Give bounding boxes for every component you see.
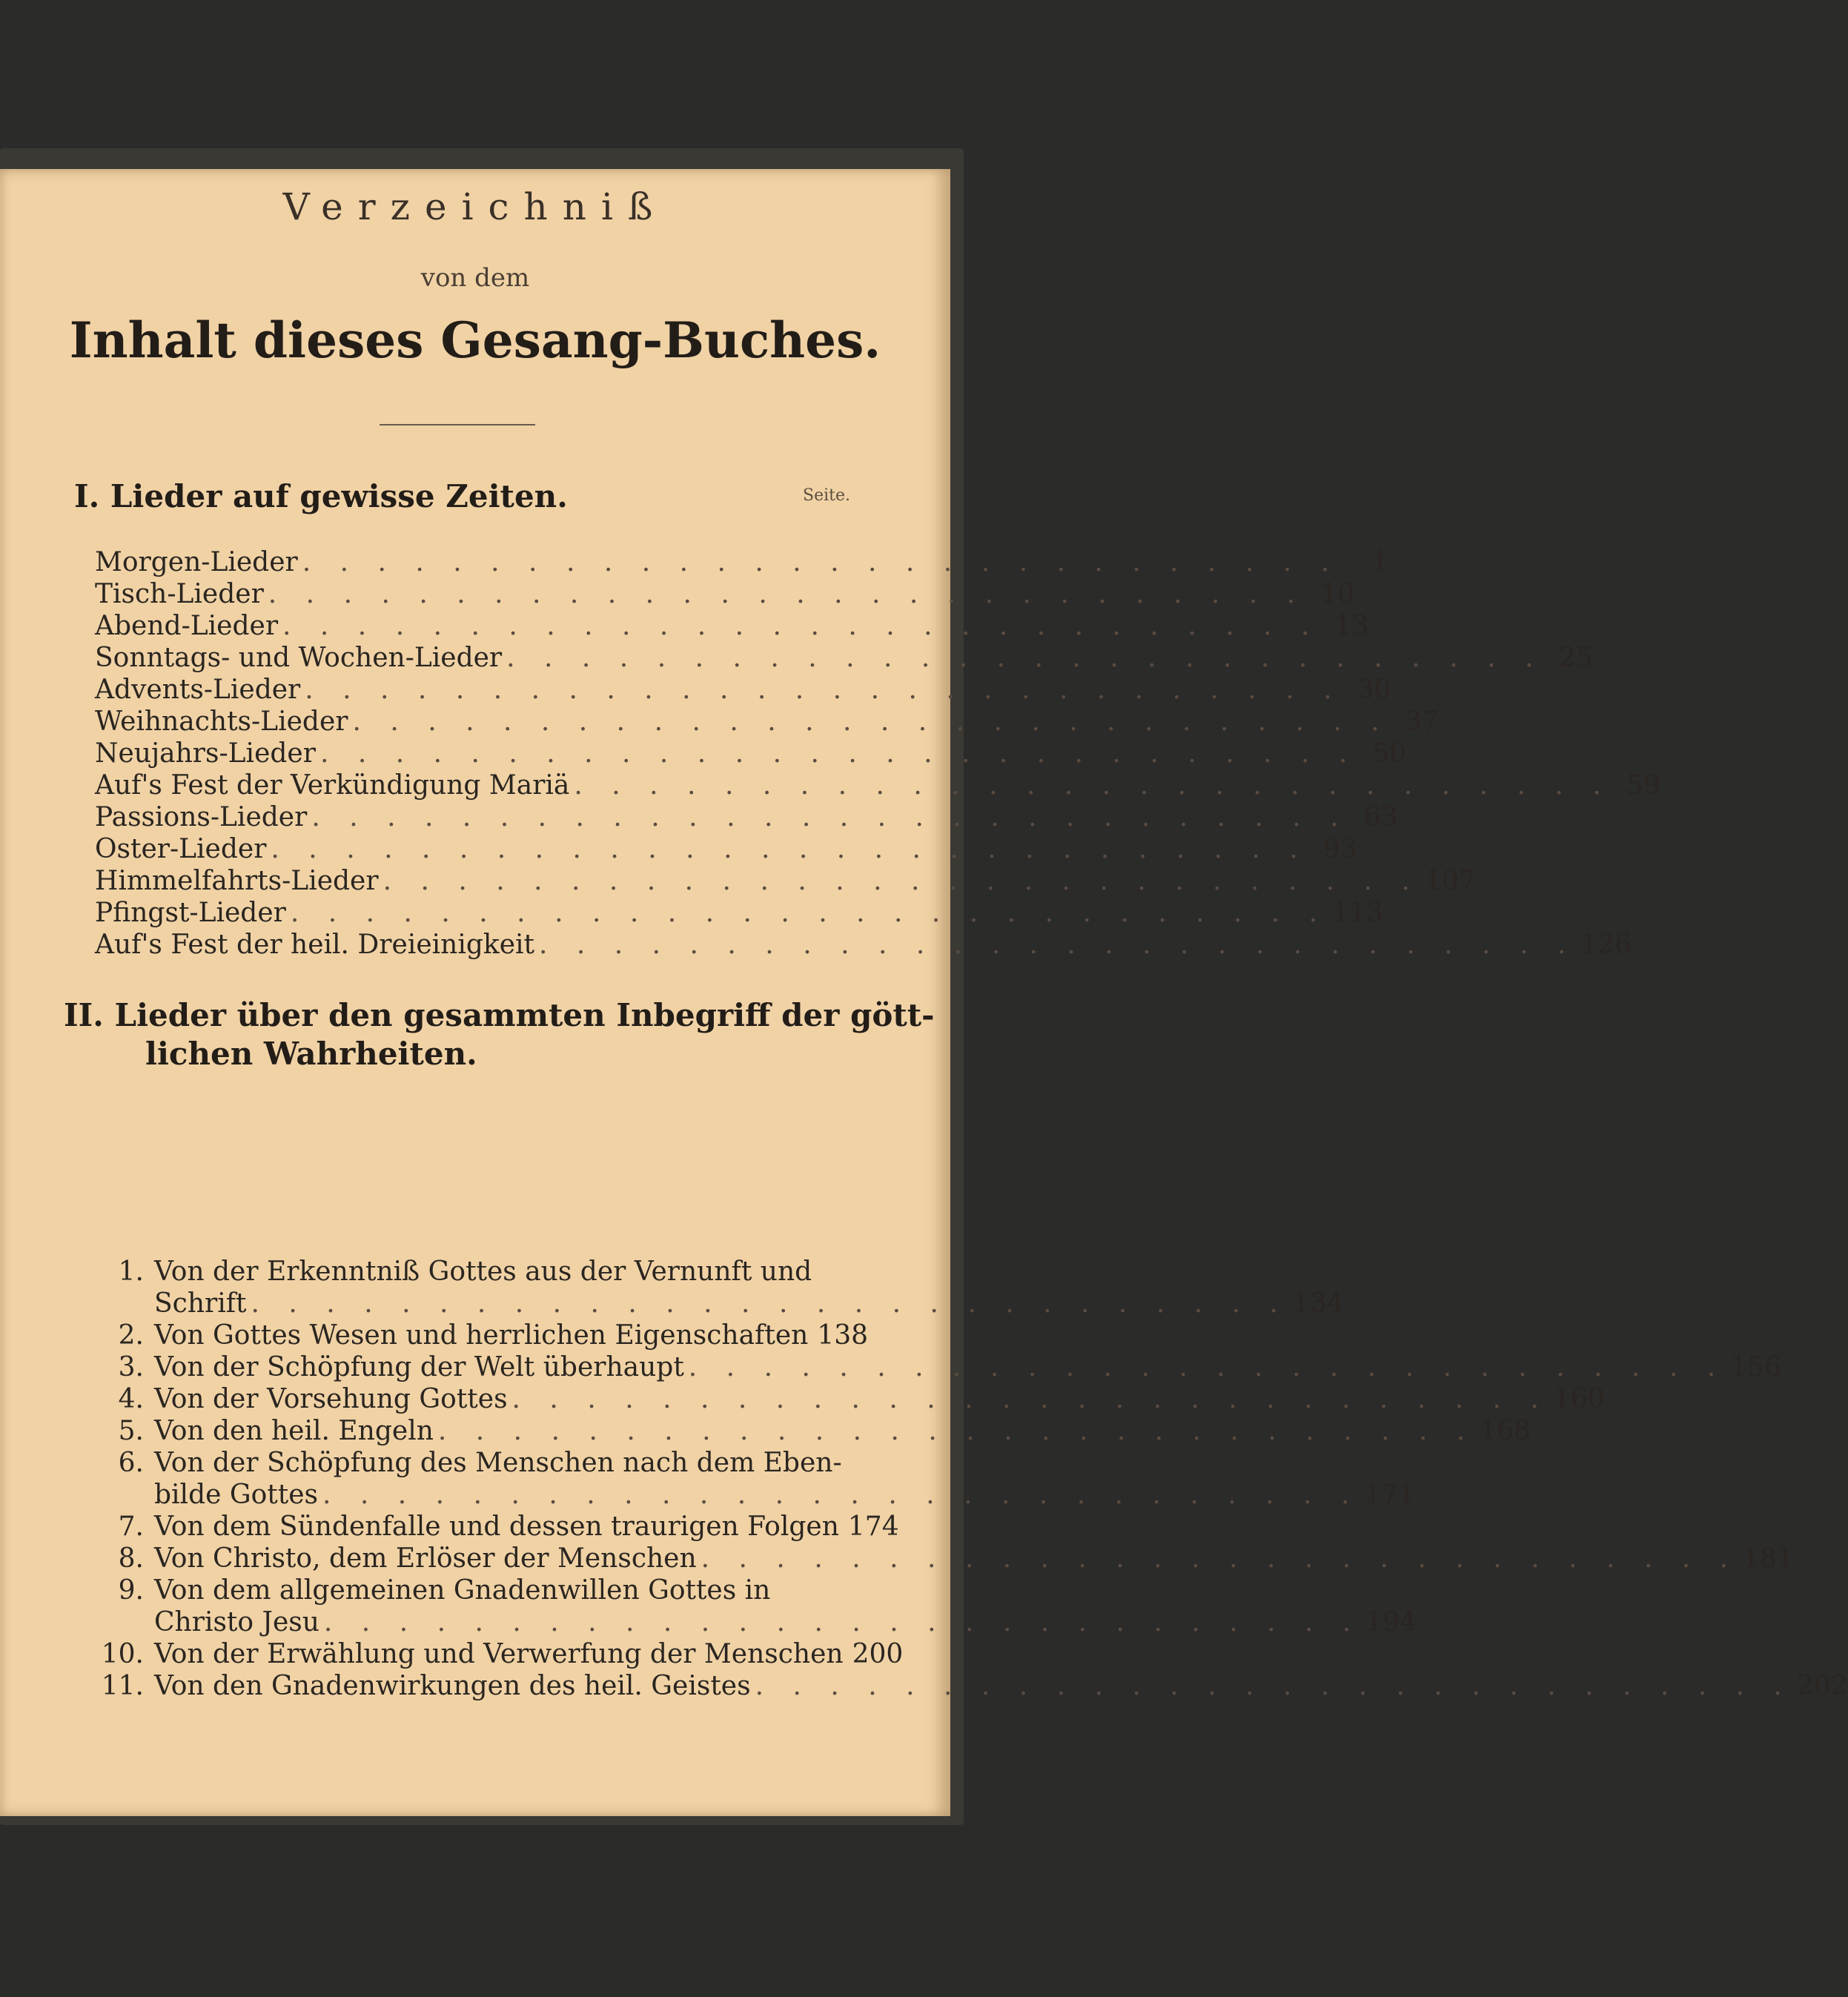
leader-dots: . . . . . . . . . . . . . . . . . . . . . . . . . . . .	[323, 1607, 1362, 1637]
leader-dots: . . . . . . . . . . . . . . . . . . . . . . . . . . . .	[755, 1671, 1792, 1701]
entry-title: Tisch-Lieder	[95, 579, 264, 609]
entry-page-number: 160	[1553, 1384, 1605, 1414]
entry-page-number: 30	[1357, 675, 1391, 705]
leader-dots: . . . . . . . . . . . . . . . . . . . . . . . . . . . .	[437, 1416, 1476, 1446]
subtitle: von dem	[420, 263, 530, 293]
toc-entry	[95, 675, 1391, 706]
toc-entry	[95, 770, 1660, 802]
leader-dots: . . . . . . . . . . . . . . . . . . . . . . . . . . . .	[506, 643, 1544, 673]
entry-title: Weihnachts-Lieder	[95, 706, 348, 737]
entry-title: Neujahrs-Lieder	[95, 738, 316, 769]
toc-entry	[89, 1448, 860, 1480]
section-2-list	[89, 1256, 1848, 1703]
entry-page-number: 181	[1743, 1543, 1794, 1574]
leader-dots: . . . . . . . . . . . . . . . . . . . . . . . . . . . .	[311, 802, 1349, 832]
toc-entry	[89, 1543, 1794, 1575]
entry-title: Auf's Fest der Verkündigung Mariä	[95, 770, 570, 801]
leader-dots: . . . . . . . . . . . . . . . . . . . . . . . . . . . .	[382, 866, 1420, 896]
entry-title: Von dem Sündenfalle und dessen traurigen Folgen	[154, 1511, 839, 1542]
entry-page-number: 37	[1405, 706, 1439, 737]
entry-page-number: 171	[1364, 1480, 1416, 1510]
entry-title: Auf's Fest der heil. Dreieinigkeit	[95, 930, 534, 960]
entry-number: 7.	[118, 1511, 144, 1542]
leader-dots: . . . . . . . . . . . . . . . . . . . . . . . . . . . .	[290, 898, 1328, 928]
entry-page-number: 156	[1730, 1352, 1781, 1382]
toc-entry	[89, 1575, 860, 1607]
entry-title: Von den heil. Engeln	[154, 1416, 434, 1446]
toc-entry	[89, 1384, 1605, 1416]
leader-dots: . . . . . . . . . . . . . . . . . . . . . . . . . . . .	[688, 1352, 1726, 1382]
toc-entry-continuation	[89, 1480, 1416, 1511]
entry-page-number: 59	[1626, 770, 1660, 801]
leader-dots: . . . . . . . . . . . . . . . . . . . . . . . . . . . .	[282, 611, 1320, 641]
entry-title: Von den Gnadenwirkungen des heil. Geistes	[154, 1671, 751, 1701]
entry-page-number: 107	[1424, 866, 1476, 896]
entry-page-number: 63	[1363, 802, 1398, 832]
section-2-heading-line2: lichen Wahrheiten.	[145, 1036, 477, 1072]
toc-entry	[89, 1320, 869, 1352]
section-1-list	[95, 547, 1660, 961]
toc-entry	[95, 802, 1398, 834]
leader-dots: . . . . . . . . . . . . . . . . . . . . . . . . . . . .	[574, 770, 1612, 801]
entry-title-continued: Christo Jesu	[154, 1607, 319, 1637]
leader-dots: . . . . . . . . . . . . . . . . . . . . . . . . . . . .	[538, 930, 1577, 960]
entry-page-number: 194	[1365, 1607, 1417, 1637]
entry-title: Von der Erwählung und Verwerfung der Menschen	[154, 1639, 844, 1669]
leader-dots: . . . . . . . . . . . . . . . . . . . . . . . . . . . .	[511, 1384, 1549, 1414]
leader-dots: . . . . . . . . . . . . . . . . . . . . . . . . . . . .	[322, 1480, 1360, 1510]
entry-page-number: 168	[1480, 1416, 1531, 1446]
entry-title: Von dem allgemeinen Gnadenwillen Gottes in	[154, 1575, 771, 1606]
toc-entry	[89, 1256, 860, 1288]
toc-entry	[95, 866, 1476, 898]
leader-dots: . . . . . . . . . . . . . . . . . . . . . . . . . . . .	[305, 675, 1342, 705]
entry-title: Advents-Lieder	[95, 675, 301, 705]
seite-label: Seite.	[803, 486, 850, 505]
toc-entry-continuation	[89, 1607, 1417, 1639]
toc-entry	[95, 898, 1383, 930]
leader-dots: . . . . . . . . . . . . . . . . . . . . . . . . . . . .	[701, 1543, 1739, 1574]
toc-entry	[95, 930, 1632, 961]
entry-number: 11.	[101, 1671, 144, 1701]
entry-title: Sonntags- und Wochen-Lieder	[95, 643, 503, 673]
entry-page-number: 174	[847, 1511, 899, 1542]
entry-page-number: 113	[1332, 898, 1383, 928]
leader-dots: . . . . . . . . . . . . . . . . . . . . . . . . . . . .	[302, 547, 1340, 577]
entry-number: 6.	[118, 1448, 144, 1478]
entry-page-number: 10	[1320, 579, 1355, 609]
entry-page-number: 134	[1292, 1288, 1344, 1319]
toc-entry	[95, 547, 1389, 579]
entry-number: 8.	[118, 1543, 144, 1574]
entry-number: 9.	[118, 1575, 144, 1606]
entry-title-continued: bilde Gottes	[154, 1480, 319, 1510]
main-title: Inhalt dieses Gesang-Buches.	[69, 311, 881, 369]
entry-title: Von der Schöpfung des Menschen nach dem Eben-	[154, 1448, 842, 1478]
entry-title: Passions-Lieder	[95, 802, 308, 832]
entry-number: 5.	[118, 1416, 144, 1446]
entry-title-continued: Schrift	[154, 1288, 247, 1319]
entry-page-number: 200	[852, 1639, 904, 1669]
entry-page-number: 202	[1796, 1671, 1848, 1701]
entry-page-number: 126	[1580, 930, 1632, 960]
toc-entry	[89, 1511, 899, 1543]
entry-page-number: 1	[1371, 547, 1389, 577]
toc-entry	[95, 579, 1355, 611]
toc-entry	[95, 738, 1407, 770]
entry-number: 10.	[101, 1639, 144, 1669]
entry-number: 4.	[118, 1384, 144, 1414]
entry-page-number: 93	[1323, 834, 1357, 864]
entry-title: Oster-Lieder	[95, 834, 267, 864]
toc-entry-continuation	[89, 1288, 1344, 1320]
spaced-title: Verzeichniß	[282, 185, 668, 228]
leader-dots: . . . . . . . . . . . . . . . . . . . . . . . . . . . .	[268, 579, 1306, 609]
toc-entry	[89, 1352, 1781, 1384]
leader-dots: . . . . . . . . . . . . . . . . . . . . . . . . . . . .	[319, 738, 1358, 769]
entry-title: Morgen-Lieder	[95, 547, 298, 577]
entry-title: Von der Erkenntniß Gottes aus der Vernunft und	[154, 1256, 812, 1287]
toc-entry	[89, 1671, 1848, 1703]
toc-entry	[95, 834, 1357, 866]
leader-dots: . . . . . . . . . . . . . . . . . . . . . . . . . . . .	[352, 706, 1390, 737]
entry-number: 3.	[118, 1352, 144, 1382]
entry-page-number: 50	[1372, 738, 1407, 769]
toc-entry	[89, 1416, 1531, 1448]
divider-rule	[380, 424, 535, 425]
entry-title: Pfingst-Lieder	[95, 898, 286, 928]
toc-entry	[89, 1639, 904, 1671]
entry-title: Von der Schöpfung der Welt überhaupt	[154, 1352, 684, 1382]
leader-dots: . . . . . . . . . . . . . . . . . . . . . . . . . . . .	[271, 834, 1308, 864]
entry-title: Von Gottes Wesen und herrlichen Eigenschaften	[154, 1320, 809, 1351]
entry-title: Himmelfahrts-Lieder	[95, 866, 379, 896]
entry-page-number: 25	[1558, 643, 1593, 673]
toc-entry	[95, 706, 1439, 738]
toc-entry	[95, 611, 1369, 643]
section-1-heading: I. Lieder auf gewisse Zeiten.	[74, 478, 568, 514]
entry-title: Abend-Lieder	[95, 611, 279, 641]
entry-title: Von Christo, dem Erlöser der Menschen	[154, 1543, 697, 1574]
entry-title: Von der Vorsehung Gottes	[154, 1384, 508, 1414]
leader-dots: . . . . . . . . . . . . . . . . . . . . . . . . . . . .	[251, 1288, 1288, 1319]
section-2-heading-line1: II. Lieder über den gesammten Inbegriff der gött-	[64, 997, 935, 1033]
entry-page-number: 13	[1334, 611, 1369, 641]
entry-number: 1.	[118, 1256, 144, 1287]
entry-number: 2.	[118, 1320, 144, 1351]
entry-page-number: 138	[817, 1320, 869, 1351]
toc-entry	[95, 643, 1593, 675]
